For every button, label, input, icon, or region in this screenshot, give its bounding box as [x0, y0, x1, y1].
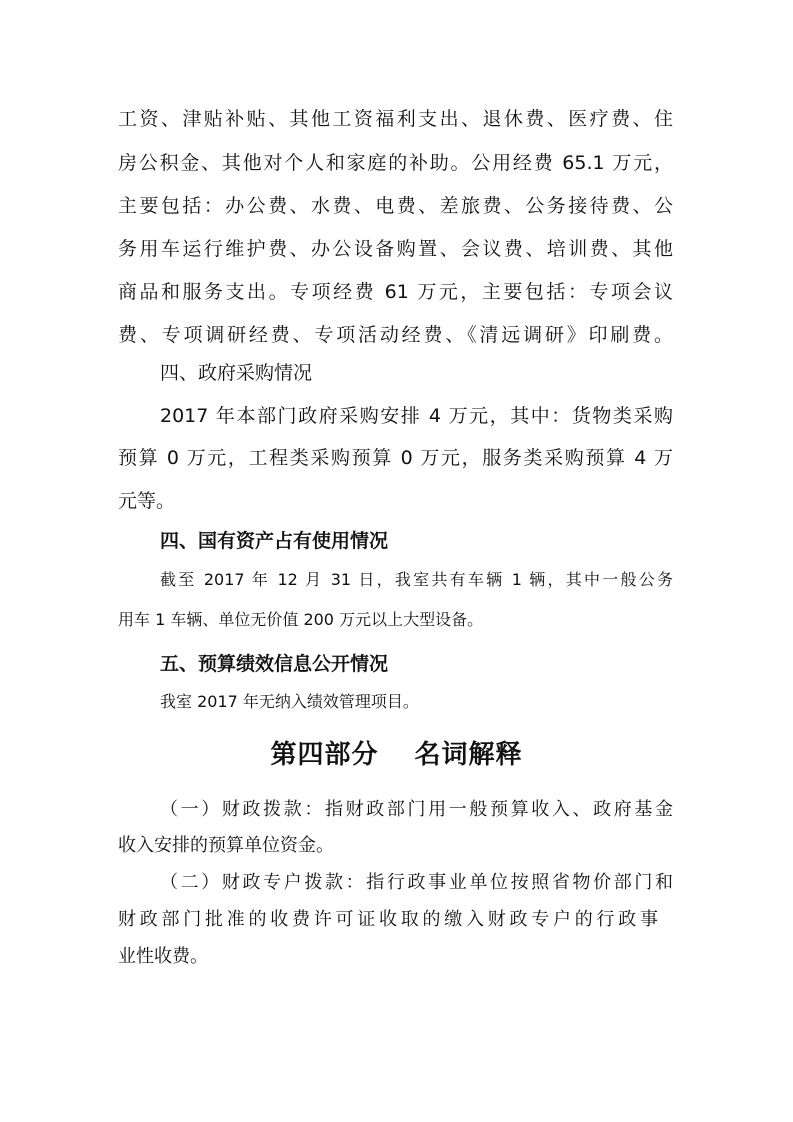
term-definition-line: （一）财政拨款：指财政部门用一般预算收入、政府基金 [160, 799, 673, 820]
text-line: 预算 0 万元，工程类采购预算 0 万元，服务类采购预算 4 万 [118, 447, 673, 469]
term-definition-line: 收入安排的预算单位资金。 [118, 835, 334, 856]
part-title [0, 734, 793, 771]
part-title-name: 名词解释 [414, 740, 523, 770]
text-line: 2017 年本部门政府采购安排 4 万元，其中：货物类采购 [160, 405, 673, 427]
section-heading-assets: 四、国有资产占有使用情况 [160, 530, 389, 552]
text-line: 工资、津贴补贴、其他工资福利支出、退休费、医疗费、住 [118, 108, 673, 130]
section-heading-performance: 五、预算绩效信息公开情况 [160, 653, 389, 675]
term-definition-line: 财政部门批准的收费许可证收取的缴入财政专户的行政事 [118, 909, 658, 930]
text-line: 房公积金、其他对个人和家庭的补助。公用经费 65.1 万元， [118, 152, 673, 174]
text-line: 务用车运行维护费、办公设备购置、会议费、培训费、其他 [118, 238, 673, 260]
text-line: 我室 2017 年无纳入绩效管理项目。 [160, 692, 419, 711]
text-line: 截至 2017 年 12 月 31 日，我室共有车辆 1 辆，其中一般公务 [160, 570, 673, 589]
term-definition-line: 业性收费。 [118, 946, 208, 967]
text-line: 主要包括：办公费、水费、电费、差旅费、公务接待费、公 [118, 195, 673, 217]
term-definition-line: （二）财政专户拨款：指行政事业单位按照省物价部门和 [160, 872, 673, 893]
text-line: 用车 1 车辆、单位无价值 200 万元以上大型设备。 [118, 610, 484, 629]
text-line: 商品和服务支出。专项经费 61 万元，主要包括：专项会议 [118, 281, 673, 303]
text-line: 元等。 [118, 490, 176, 512]
section-heading-procurement: 四、政府采购情况 [160, 362, 313, 384]
text-line: 费、专项调研经费、专项活动经费、《清远调研》印刷费。 [118, 324, 673, 346]
part-title-number: 第四部分 [270, 740, 379, 770]
